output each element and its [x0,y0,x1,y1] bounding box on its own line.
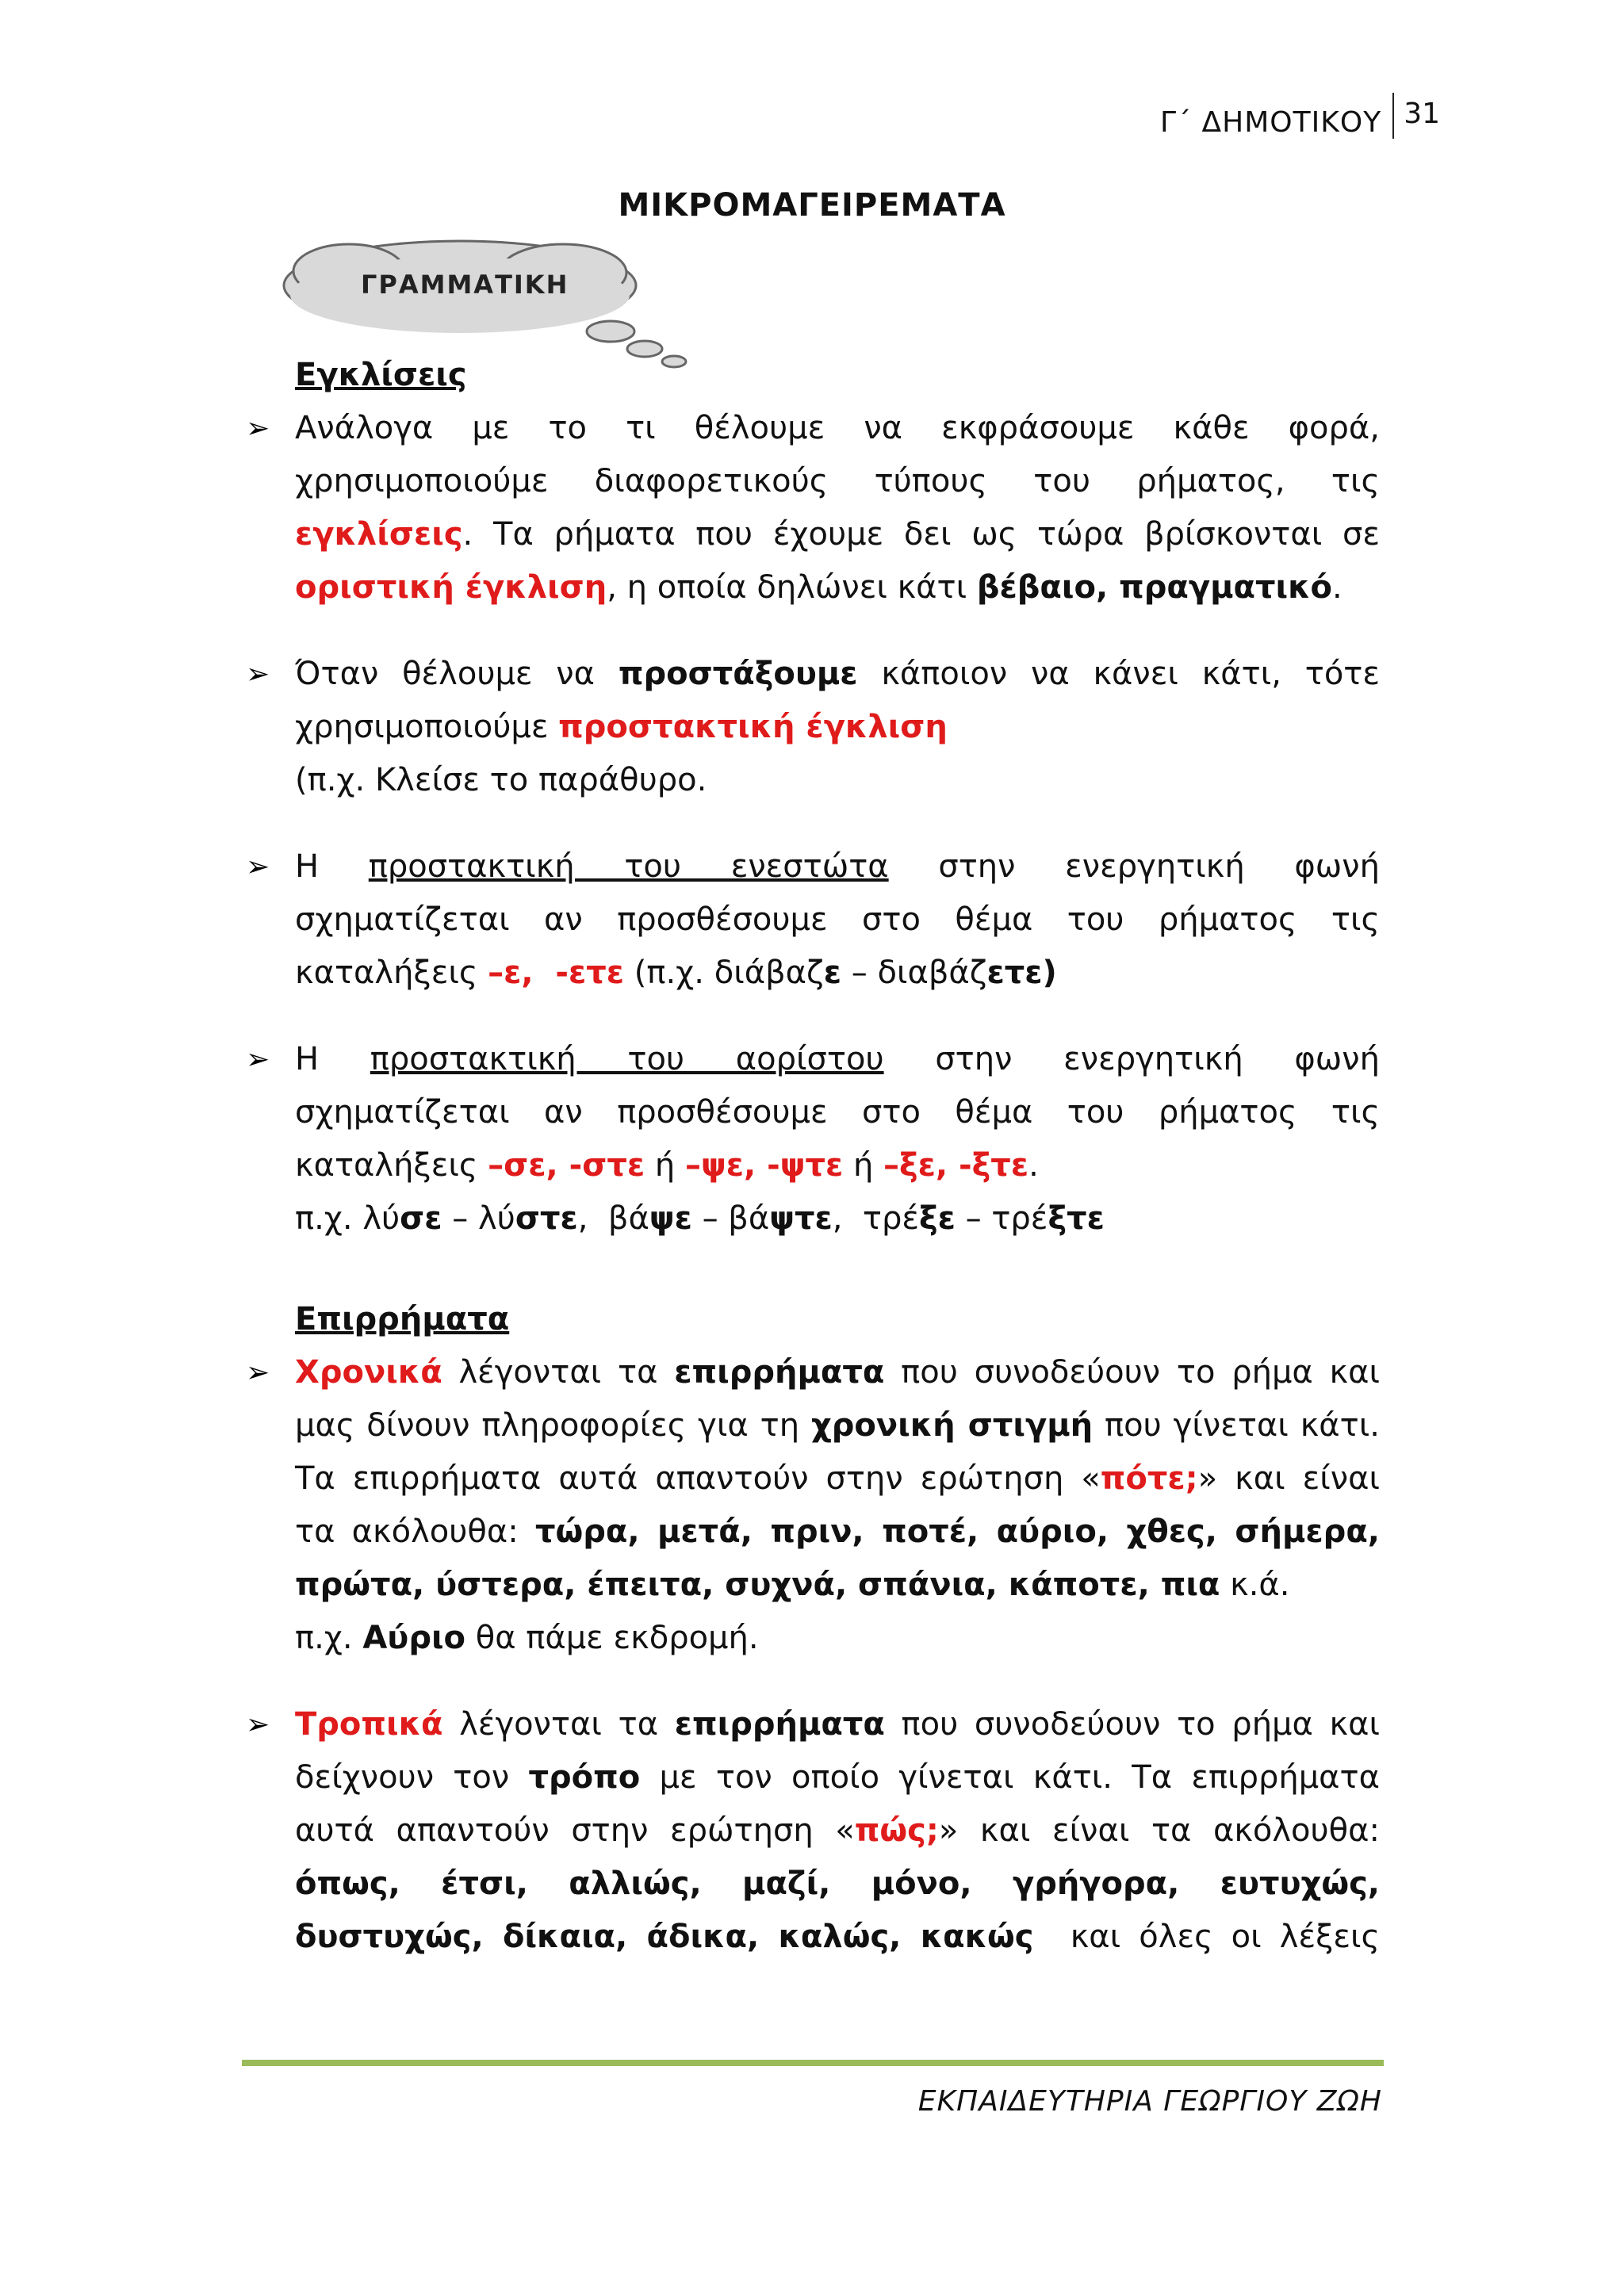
list-item [246,1033,1380,1246]
adverbs-section [246,1293,1380,1964]
arrow-bullet-icon: ➢ [246,851,270,883]
text-line: Όταν θέλουμε να προστάξουμε κάποιον να κάνει κάτι, τότε [295,656,1380,692]
page-number: 31 [1404,97,1440,130]
text-line: (π.χ. Κλείσε το παράθυρο. [295,762,707,798]
text-line: οριστική έγκλιση, η οποία δηλώνει κάτι βέβαιο, πραγματικό. [295,569,1342,606]
text-line: τα ακόλουθα: τώρα, μετά, πριν, ποτέ, αύριο, χθες, σήμερα, [295,1513,1380,1550]
list-item [246,1346,1380,1665]
text-line: χρησιμοποιούμε προστακτική έγκλιση [295,709,948,745]
text-line: Ανάλογα με το τι θέλουμε να εκφράσουμε κάθε φορά, [295,410,1380,446]
arrow-bullet-icon: ➢ [246,1709,270,1741]
footer-text: ΕΚΠΑΙΔΕΥΤΗΡΙΑ ΓΕΩΡΓΙΟΥ ΖΩΗ [917,2085,1382,2118]
section-heading-moods: Εγκλίσεις [295,357,467,393]
page-content [246,349,1380,1964]
header-title: Γ΄ ΔΗΜΟΤΙΚΟΥ [1160,105,1382,139]
text-line: αυτά απαντούν στην ερώτηση «πώς;» και είναι τα ακόλουθα: [295,1812,1380,1849]
text-line: χρησιμοποιούμε διαφορετικούς τύπους του ρήματος, τις [295,463,1380,499]
arrow-bullet-icon: ➢ [246,1357,270,1389]
text-line: Η προστακτική του ενεστώτα στην ενεργητική φωνή [295,848,1380,885]
text-line: δείχνουν τον τρόπο με τον οποίο γίνεται κάτι. Τα επιρρήματα [295,1759,1381,1796]
text-line: Η προστακτική του αορίστου στην ενεργητική φωνή [295,1041,1380,1077]
list-item [246,402,1380,614]
text-line: π.χ. λύσε – λύστε, βάψε – βάψτε, τρέξε – τρέξτε [295,1200,1105,1237]
text-line: σχηματίζεται αν προσθέσουμε στο θέμα του ρήματος τις [295,901,1380,938]
text-line: πρώτα, ύστερα, έπειτα, συχνά, σπάνια, κάποτε, πια κ.ά. [295,1567,1290,1603]
text-line: όπως, έτσι, αλλιώς, μαζί, μόνο, γρήγορα, ευτυχώς, [295,1866,1380,1902]
section-heading-adverbs: Επιρρήματα [295,1301,510,1337]
arrow-bullet-icon: ➢ [246,658,270,691]
text-line: καταλήξεις –σε, -στε ή –ψε, -ψτε ή –ξε, -ξτε. [295,1147,1039,1184]
text-line: μας δίνουν πληροφορίες για τη χρονική στιγμή που γίνεται κάτι. [295,1407,1380,1444]
cloud-label: ΓΡΑΜΜΑΤΙΚΗ [361,270,569,300]
page-header [1160,94,1440,138]
list-item [246,648,1380,807]
text-line: Τα επιρρήματα αυτά απαντούν στην ερώτηση «πότε;» και είναι [295,1460,1381,1497]
text-line: σχηματίζεται αν προσθέσουμε στο θέμα του ρήματος τις [295,1094,1380,1131]
list-item [246,1698,1380,1964]
text-line: π.χ. Αύριο θα πάμε εκδρομή. [295,1620,759,1656]
arrow-bullet-icon: ➢ [246,1043,270,1076]
text-line: Χρονικά λέγονται τα επιρρήματα που συνοδεύουν το ρήμα και [295,1354,1381,1391]
list-item [246,840,1380,1000]
text-line: εγκλίσεις. Τα ρήματα που έχουμε δει ως τώρα βρίσκονται σε [295,516,1380,553]
text-line: καταλήξεις –ε, -ετε (π.χ. διάβαζε – διαβάζετε) [295,955,1057,991]
text-line: Τροπικά λέγονται τα επιρρήματα που συνοδεύουν το ρήμα και [295,1706,1381,1743]
text-line: δυστυχώς, δίκαια, άδικα, καλώς, κακώς και όλες οι λέξεις [295,1919,1381,1955]
footer-rule [242,2060,1384,2066]
arrow-bullet-icon: ➢ [246,412,270,445]
page-title: ΜΙΚΡΟΜΑΓΕΙΡΕΜΑΤΑ [618,187,1006,224]
